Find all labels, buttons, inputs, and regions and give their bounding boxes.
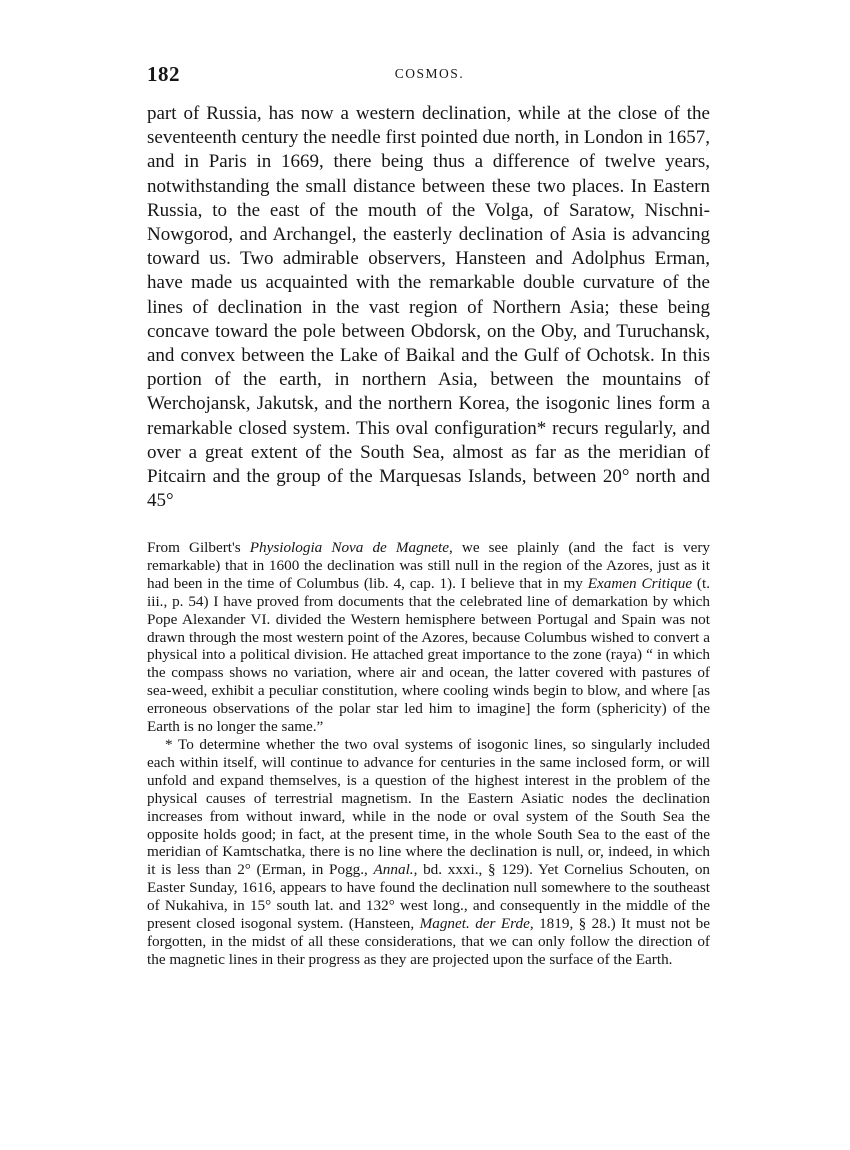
footnote-text: , we see plainly (and the fact is very remarkable) that in 1600 the declination was still null in the region of the Azores, just as it had been in the time of Columbus (lib. 4, cap. 1). I believe that in my: [147, 539, 711, 592]
page-number: 182: [147, 62, 180, 86]
paragraph-text: recurs regularly, and over a great extent of the South Sea, almost as far as the meridian of Pitcairn and the group of the Marquesas Islands, between 20° north and 45°: [147, 417, 710, 512]
paragraph-text: part of Russia, has now a western declination, while at the close of the seventeenth century the needle first pointed due north, in London in 1657, and in Paris in 1669, there being thus a difference of twelve years, notwithstanding the small distance between these two places. In Eastern Russia, to the east of the mouth of the Volga, of Saratow, Nischni-Nowgorod, and Archangel, the easterly declination of Asia is advancing toward us. Two admirable observers, Hansteen and Adolphus Erman, have made us acquainted with the remarkable double curvature of the lines of declination in the vast region of Northern Asia; these being concave toward the pole between Obdorsk, on the Oby, and Turuchansk, and convex between the Lake of Baikal and the Gulf of Ochotsk. In this portion of the earth, in northern Asia, between the mountains of Werchojansk, Jakutsk, and the northern Korea, the isogonic lines form a remarkable closed system. This oval configuration: [147, 103, 710, 439]
footnote-starred: [147, 736, 710, 969]
footnote-text: * To determine whether the two oval systems of isogonic lines, so singularly included each within itself, will continue to advance for centuries in the same inclosed form, or will unfold and expand themselves, is a question of the highest interest in the problem of the physical causes of terrestrial magnetism. In the Eastern Asiatic nodes the declination increases from without inward, while in the node or oval system of the South Sea the opposite holds good; in fact, at the present time, in the whole South Sea to the east of the meridian of Kamtschatka, there is no line where the declination is null, or, indeed, in which it is less than 2° (Erman, in Pogg.,: [147, 735, 710, 879]
footnote-italic-title: Physiologia Nova de Magnete: [249, 539, 449, 556]
running-title: COSMOS.: [394, 66, 465, 81]
footnotes: [147, 539, 710, 969]
footnote-continued: [147, 539, 710, 736]
running-header: [147, 62, 712, 90]
footnote-text: (t. iii., p. 54) I have proved from documents that the celebrated line of demarkation by which Pope Alexander VI. divided the Western hemisphere between Portugal and Spain was not drawn through the most western point of the Azores, because Columbus wished to convert a physical into a political division. He attached great importance to the zone (raya) “ in which the compass shows no variation, where air and ocean, the latter covered with pastures of sea-weed, exhibit a peculiar constitution, where cooling winds begin to blow, and where [as erroneous observations of the polar star led him to imagine] the form (sphericity) of the Earth is no longer the same.”: [147, 574, 711, 736]
footnote-italic-title: Magnet. der Erde: [419, 915, 530, 933]
footnote-italic-title: Annal.: [373, 861, 414, 879]
footnote-italic-title: Examen Critique: [587, 574, 693, 592]
footnote-marker: *: [536, 417, 547, 439]
main-paragraph: [147, 102, 710, 513]
footnote-text: From Gilbert's: [147, 539, 250, 556]
footnote-text: , 1819, § 28.) It must not be forgotten, in the midst of all these considerations, that we can only follow the direction of the magnetic lines in their progress as they are projected upon the surface of the Earth.: [147, 915, 710, 968]
footnote-text: , bd. xxxi., § 129). Yet Cornelius Schouten, on Easter Sunday, 1616, appears to have found the declination null somewhere to the southeast of Nukahiva, in 15° south lat. and 132° west long., and consequently in the middle of the present closed isogonal system. (Hansteen,: [147, 861, 711, 933]
